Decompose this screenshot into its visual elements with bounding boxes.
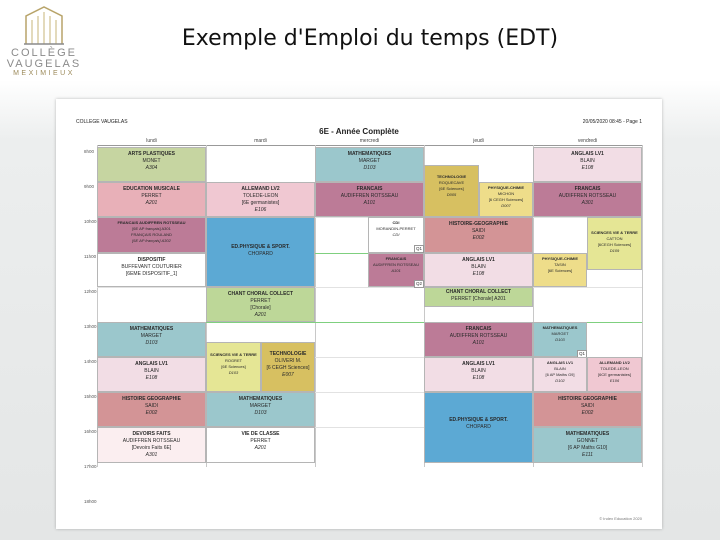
course-room: E007: [282, 372, 294, 378]
course-teacher: PERRET: [250, 438, 271, 444]
course-teacher: GONNET: [576, 438, 599, 444]
course-teacher: MORANDIN-PERRET: [376, 226, 416, 231]
document-footer: © Index Education 2020: [599, 516, 642, 521]
course-teacher: MARGET: [249, 403, 272, 409]
course-subject: CHANT CHORAL COLLECT: [227, 291, 294, 297]
course-subject: FRANCAIS: [356, 186, 383, 192]
course-room: E002: [145, 410, 158, 416]
course-group: [6 CEGH Sciences]: [488, 197, 524, 202]
slide-title: Exemple d'Emploi du temps (EDT): [181, 26, 559, 51]
course-subject: ANGLAIS LV1: [135, 361, 168, 367]
day-header-mardi: mardi: [206, 137, 315, 146]
course-room: D103: [254, 410, 267, 416]
course-group: [6E germanistes]: [241, 200, 280, 206]
course-group: [6E Sciences]: [439, 186, 464, 191]
course-subject: DISPOSITIF: [137, 257, 166, 263]
course-block[interactable]: [533, 357, 587, 392]
course-group: [6EME DISPOSITIF_1]: [125, 271, 178, 277]
course-block[interactable]: [587, 217, 642, 270]
course-block[interactable]: [424, 287, 533, 307]
course-subject: ANGLAIS LV1: [546, 360, 574, 365]
print-timestamp: 20/05/2020 08:45 - Page 1: [582, 119, 642, 125]
course-group: [6 AP Maths G9]: [545, 372, 575, 377]
course-block[interactable]: [587, 357, 642, 392]
hour-label: 15h00: [84, 394, 97, 399]
course-teacher: BLAIN: [554, 366, 566, 371]
course-subject: ARTS PLASTIQUES: [128, 151, 175, 157]
course-subject: FRANCAIS: [465, 326, 492, 332]
hour-label: 18h00: [84, 499, 97, 504]
grid-line: [97, 287, 642, 288]
course-teacher: AUDIFFREN ROTSSEAU: [122, 438, 181, 444]
course-room: D103: [228, 370, 239, 375]
course-room: D007: [501, 203, 511, 208]
course-room: A101: [391, 268, 401, 273]
logo-line1: COLLÈGE: [11, 47, 77, 59]
course-subject: EDUCATION MUSICALE: [123, 186, 180, 192]
course-teacher: SAIDI: [144, 403, 159, 409]
grid-line: [642, 145, 643, 467]
logo-line3: MEXIMIEUX: [13, 70, 75, 77]
course-subject: MATHEMATIQUES: [347, 151, 392, 157]
course-room: D109: [609, 248, 620, 253]
course-room: A201: [254, 445, 267, 451]
course-teacher: PERRET: [141, 193, 162, 199]
hour-label: 14h00: [84, 359, 97, 364]
course-teacher: BLAIN: [471, 368, 486, 374]
course-block[interactable]: [206, 217, 315, 287]
course-subject: CHANT CHORAL COLLECT: [445, 289, 512, 295]
course-block[interactable]: [533, 147, 642, 182]
course-group: [6E Sciences]: [547, 268, 573, 273]
course-teacher: SAIDI: [471, 228, 486, 234]
day-header-mercredi: mercredi: [315, 137, 424, 146]
course-subject: MATHEMATIQUES: [238, 396, 283, 402]
course-block[interactable]: [533, 182, 642, 217]
course-group: [6 CEGH Sciences]: [266, 365, 310, 371]
course-block[interactable]: [97, 427, 206, 463]
course-room: CDI: [392, 232, 400, 237]
course-room: D103: [363, 165, 376, 171]
course-group: FRANÇAIS ROULAND: [131, 232, 172, 237]
course-teacher: MICHON: [497, 191, 515, 196]
course-teacher: PERRET [Chorale] A201: [451, 296, 506, 302]
hour-label: 17h00: [84, 464, 97, 469]
course-room: [6E AP français] A302: [132, 238, 171, 243]
course-teacher: MARGET: [358, 158, 381, 164]
course-room: A304: [145, 165, 158, 171]
course-teacher: SAIDI: [580, 403, 595, 409]
course-room: A101: [472, 340, 485, 346]
course-teacher: MARGET: [551, 331, 569, 336]
course-room: D103: [555, 337, 565, 342]
timetable-title: 6E - Année Complète: [319, 127, 399, 136]
course-room: A301: [581, 200, 594, 206]
logo-line2: VAUGELAS: [6, 58, 82, 70]
course-subject: ANGLAIS LV1: [462, 257, 495, 263]
course-block[interactable]: [97, 147, 206, 182]
course-block[interactable]: [533, 392, 642, 427]
course-room: A201: [145, 200, 158, 206]
course-block[interactable]: [97, 253, 206, 287]
course-teacher: PERRET: [250, 298, 271, 304]
course-room: E106: [609, 378, 620, 383]
course-subject: TECHNOLOGIE: [436, 174, 467, 179]
course-subject: PHYSIQUE-CHIMIE: [541, 256, 578, 261]
college-building-icon: [20, 4, 68, 46]
timetable-document: [56, 99, 662, 529]
quinzaine-marker: Q1: [416, 246, 423, 251]
course-room: E002: [472, 235, 485, 241]
course-block[interactable]: [479, 182, 533, 217]
course-group: [Devoirs Faits 6E]: [131, 445, 172, 451]
course-block[interactable]: [97, 182, 206, 217]
course-block[interactable]: [424, 322, 533, 357]
course-teacher: AUDIFFREN ROTSSEAU: [340, 193, 399, 199]
course-teacher: AUDIFFREN ROTSSEAU: [558, 193, 617, 199]
course-subject: FRANCAIS AUDIFFREN ROTSSEAU: [117, 220, 186, 225]
course-block[interactable]: [206, 287, 315, 322]
hour-label: 9h00: [84, 184, 95, 189]
course-block[interactable]: [424, 357, 533, 392]
course-teacher: ROGRET: [224, 358, 243, 363]
course-room: D102: [555, 378, 565, 383]
course-teacher: AUDIFFREN ROTSSEAU: [449, 333, 508, 339]
course-room: A101: [363, 200, 376, 206]
course-block[interactable]: [424, 165, 479, 217]
course-subject: ED.PHYSIQUE & SPORT.: [231, 244, 290, 250]
course-subject: PHYSIQUE-CHIMIE: [487, 185, 524, 190]
course-room: E108: [581, 165, 594, 171]
course-block[interactable]: [533, 253, 587, 287]
school-name: COLLEGE VAUGELAS: [76, 119, 128, 125]
course-room: D005: [446, 192, 457, 197]
hour-label: 10h00: [84, 219, 97, 224]
course-block[interactable]: [206, 342, 261, 392]
course-subject: MATHEMATIQUES: [542, 325, 578, 330]
course-subject: ED.PHYSIQUE & SPORT.: [449, 417, 508, 423]
course-subject: HISTOIRE GEOGRAPHIE: [558, 396, 617, 402]
course-teacher: AUDIFFREN ROTSSEAU: [372, 262, 419, 267]
course-block[interactable]: [424, 253, 533, 287]
course-subject: SCIENCES VIE & TERRE: [591, 230, 638, 235]
course-block[interactable]: [206, 182, 315, 217]
course-subject: ANGLAIS LV1: [462, 361, 495, 367]
hour-label: 8h00: [84, 149, 95, 154]
quinzaine-marker: Q1: [579, 351, 586, 356]
course-subject: ANGLAIS LV1: [571, 151, 604, 157]
course-teacher: BLAIN: [580, 158, 595, 164]
college-logo: [4, 4, 84, 78]
course-subject: CDI: [392, 220, 400, 225]
course-group: [Chorale]: [250, 305, 271, 311]
course-teacher: BLAIN: [471, 264, 486, 270]
course-block[interactable]: [97, 357, 206, 392]
course-subject: MATHEMATIQUES: [129, 326, 174, 332]
course-block[interactable]: [206, 427, 315, 463]
course-subject: SCIENCES VIE & TERRE: [210, 352, 257, 357]
course-subject: FRANCAIS: [385, 256, 407, 261]
day-header-jeudi: jeudi: [424, 137, 533, 146]
day-header-lundi: lundi: [97, 137, 206, 146]
course-teacher: OLIVERI M.: [274, 358, 302, 364]
hour-label: 12h00: [84, 289, 97, 294]
course-room: E108: [472, 375, 485, 381]
course-block[interactable]: [315, 182, 424, 217]
course-subject: FRANCAIS: [574, 186, 601, 192]
course-room: E002: [581, 410, 594, 416]
course-teacher: BLAIN: [144, 368, 159, 374]
course-teacher: BUFFEVANT COUTURIER: [121, 264, 182, 270]
course-block[interactable]: [315, 147, 424, 182]
course-room: E108: [145, 375, 158, 381]
course-room: E108: [472, 271, 485, 277]
course-block[interactable]: [97, 322, 206, 357]
course-block[interactable]: [261, 342, 315, 392]
course-subject: HISTOIRE-GEOGRAPHIE: [448, 221, 509, 227]
day-header-vendredi: vendredi: [533, 137, 642, 146]
course-teacher: CHOPARD: [248, 251, 273, 257]
course-block[interactable]: [97, 217, 206, 253]
quinzaine-marker: Q2: [416, 281, 423, 286]
hour-label: 11h00: [84, 254, 97, 259]
course-group: [6CE germanistes]: [598, 372, 631, 377]
course-teacher: TOLEDE-LEON: [242, 193, 279, 199]
course-block[interactable]: [206, 392, 315, 427]
course-group: [6CEGH Sciences]: [597, 242, 632, 247]
course-block[interactable]: [97, 392, 206, 427]
course-teacher: TOLEDE-LEON: [600, 366, 629, 371]
hour-label: 16h00: [84, 429, 97, 434]
course-subject: DEVOIRS FAITS: [132, 431, 171, 437]
course-room: D103: [145, 340, 158, 346]
course-room: E111: [582, 452, 593, 458]
course-teacher: [6E AP français] A301: [132, 226, 171, 231]
course-subject: HISTOIRE GEOGRAPHIE: [122, 396, 181, 402]
hour-label: 13h00: [84, 324, 97, 329]
course-block[interactable]: [533, 427, 642, 463]
course-room: A301: [145, 452, 158, 458]
course-group: [6 AP Maths G10]: [567, 445, 608, 451]
course-subject: ALLEMAND LV2: [599, 360, 630, 365]
course-teacher: MONET: [142, 158, 161, 164]
course-subject: TECHNOLOGIE: [269, 351, 307, 357]
course-teacher: TASIN: [554, 262, 566, 267]
course-subject: MATHEMATIQUES: [565, 431, 610, 437]
course-teacher: MARGET: [140, 333, 163, 339]
course-subject: VIE DE CLASSE: [241, 431, 280, 437]
course-teacher: CATTON: [606, 236, 623, 241]
course-room: A201: [254, 312, 267, 318]
course-subject: ALLEMAND LV2: [241, 186, 280, 192]
course-teacher: ROQUECAVE: [438, 180, 465, 185]
course-room: E106: [254, 207, 267, 213]
course-group: [6E Sciences]: [221, 364, 246, 369]
course-teacher: CHOPARD: [466, 424, 491, 430]
course-block[interactable]: [424, 217, 533, 253]
course-block[interactable]: [424, 392, 533, 463]
